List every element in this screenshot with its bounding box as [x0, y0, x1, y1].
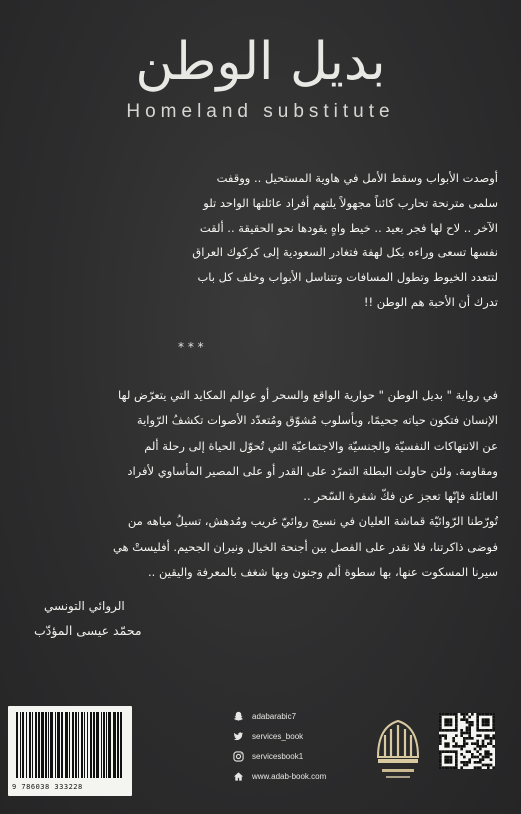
- instagram-icon: [232, 750, 244, 762]
- publisher-logo: [373, 713, 423, 793]
- title-english: Homeland substitute: [126, 101, 395, 122]
- social-instagram[interactable]: [232, 747, 326, 765]
- social-twitter[interactable]: [232, 727, 326, 745]
- review-line: ومقاومة. ولئن حاولت البطلة التمرّد على القدر أو على المصير المأساوي لأفراد: [127, 463, 498, 478]
- social-handle: adabarabic7: [252, 711, 297, 721]
- home-icon: [232, 770, 244, 782]
- review-line: تُورّطنا الرّوائيّة قماشة العليان في نسيج روائيّ غريب ومُدهش، تسيلُ مياهه من: [127, 514, 498, 529]
- title-arabic: بديل الوطن: [135, 32, 386, 92]
- social-handle: www.adab-book.com: [252, 771, 327, 781]
- barcode-icon: [8, 706, 132, 782]
- twitter-icon: [232, 730, 244, 742]
- review-line: في رواية " بديل الوطن " حوارية الواقع والسحر أو عوالم المكايد التي يتعرّض لها: [118, 388, 498, 402]
- blurb-line: تدرك أن الأحبة هم الوطن !!: [363, 294, 498, 309]
- author-name: محمّد عيسى المؤدّب: [34, 623, 142, 638]
- social-handle: services_book: [252, 731, 304, 741]
- review-paragraph: [22, 383, 498, 585]
- social-snapchat[interactable]: [232, 707, 326, 725]
- blurb-line: لتتعدد الخيوط وتطول المسافات وتتناسل الأبواب وخلف كل باب: [197, 270, 498, 285]
- blurb-line: سلمى مترنحة تحارب كائناً مجهولاً يلتهم أفراد عائلتها الواحد تلو: [203, 195, 498, 210]
- snapchat-icon: [232, 710, 244, 722]
- review-line: فوضى ذاكرتنا، فلا نقدر على الفصل بين أجنحة الخيال ونيران الجحيم. أفليستْ هي: [112, 539, 498, 554]
- separator-stars: * * *: [178, 340, 204, 354]
- review-line: العائلة فإنّها تعجز عن فكّ شفرة السّحر ..: [303, 489, 498, 504]
- review-line: الإنسان فتكون حياته جحيمًا، وبأسلوب مُشوّق ومُتعدّد الأصوات تكشفُ الرّواية: [136, 413, 498, 428]
- social-handle: servicesbook1: [252, 751, 304, 761]
- isbn-number: 9 786038 333228: [12, 783, 83, 791]
- social-website[interactable]: [232, 767, 326, 785]
- review-line: سيرنا المسكوت عنها، بها سطوة ألم وجنون وبها شغف بالمعرفة واليقين ..: [148, 565, 498, 580]
- qr-code[interactable]: [439, 713, 495, 769]
- blurb-line: نفسها تسعى وراءه بكل لهفة فتغادر السعودية إلى كركوك العراق: [192, 245, 498, 260]
- blurb-paragraph: [162, 166, 498, 315]
- blurb-line: الآخر .. لاح لها فجر بعيد .. خيط واهٍ يقودها نحو الحقيقة .. ألقت: [199, 220, 498, 235]
- blurb-line: أوصدت الأبواب وسقط الأمل في هاوية المستحيل .. ووقفت: [216, 171, 498, 185]
- qr-icon: [439, 713, 495, 769]
- author-role: الروائي التونسي: [44, 599, 125, 613]
- social-links: [232, 707, 326, 787]
- review-line: عن الانتهاكات النفسيّة والجنسيّة والاجتماعيّة التي تُحوّل الحياة إلى رحلة ألم: [144, 438, 498, 453]
